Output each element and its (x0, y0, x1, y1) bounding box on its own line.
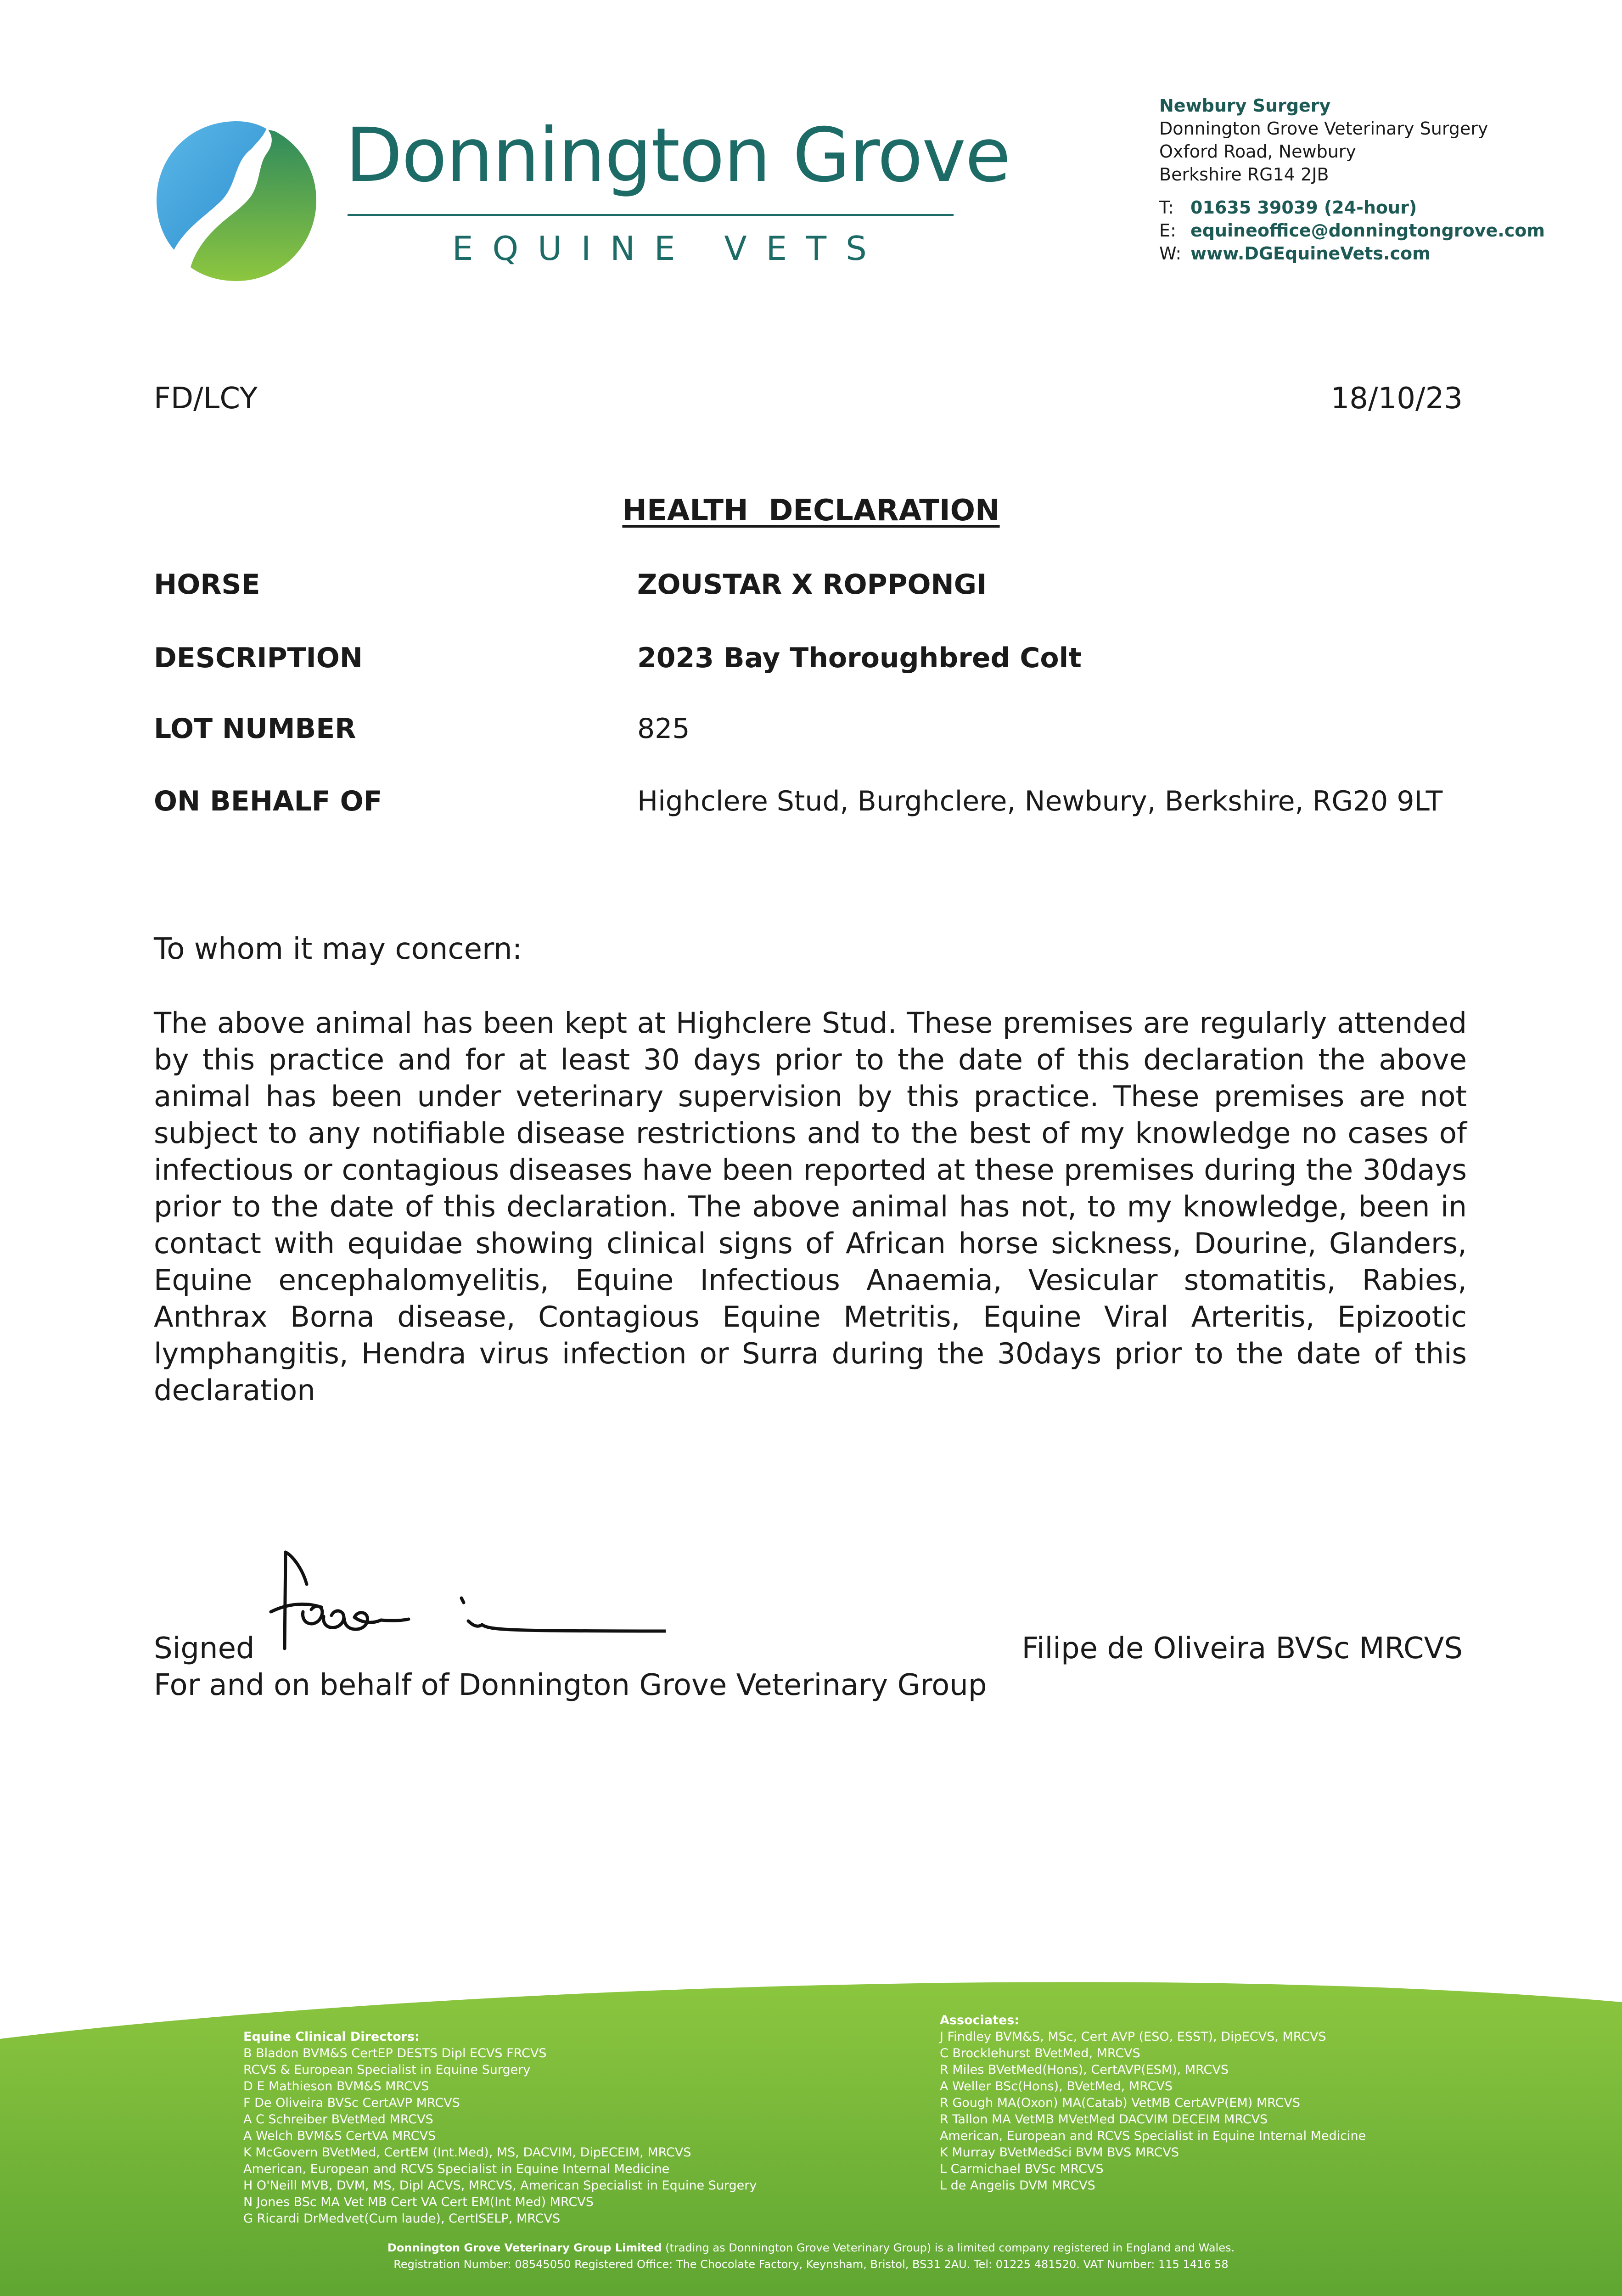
on-behalf-line: For and on behalf of Donnington Grove Veterinary Group (154, 1668, 987, 1702)
handwritten-signature (253, 1534, 666, 1667)
associate-entry: R Gough MA(Oxon) MA(Catab) VetMB CertAVP(EM) MRCVS (940, 2096, 1301, 2110)
field-value-horse: ZOUSTAR X ROPPONGI (637, 568, 987, 601)
field-label-description: DESCRIPTION (154, 642, 363, 674)
brand-subtitle: EQUINE VETS (452, 229, 886, 268)
director-entry: G Ricardi DrMedvet(Cum laude), CertISELP, MRCVS (243, 2212, 561, 2226)
director-entry: K McGovern BVetMed, CertEM (Int.Med), MS, DACVIM, DipECEIM, MRCVS (243, 2145, 691, 2160)
surgery-name: Newbury Surgery (1159, 96, 1331, 116)
directors-list (243, 2029, 757, 2227)
web-row (1159, 242, 1545, 265)
field-label-horse: HORSE (154, 568, 260, 601)
director-entry: A C Schreiber BVetMed MRCVS (243, 2112, 433, 2127)
field-value-lot-number: 825 (637, 713, 690, 745)
salutation: To whom it may concern: (154, 932, 522, 966)
director-entry: B Bladon BVM&S CertEP DESTS Dipl ECVS FRCVS (243, 2046, 547, 2060)
associate-entry: R Miles BVetMed(Hons), CertAVP(ESM), MRCVS (940, 2063, 1229, 2077)
address-line-3: Berkshire RG14 2JB (1159, 164, 1329, 185)
associate-entry: A Weller BSc(Hons), BVetMed, MRCVS (940, 2079, 1173, 2093)
website-link[interactable]: www.DGEquineVets.com (1190, 243, 1431, 264)
legal-company-text: (trading as Donnington Grove Veterinary Group) is a limited company registered in England and Wales. (662, 2241, 1235, 2254)
reference-code: FD/LCY (154, 382, 258, 416)
field-label-on-behalf-of: ON BEHALF OF (154, 785, 382, 817)
associate-entry: K Murray BVetMedSci BVM BVS MRCVS (940, 2145, 1179, 2160)
associate-entry: C Brocklehurst BVetMed, MRCVS (940, 2046, 1140, 2060)
signed-label: Signed (154, 1632, 255, 1666)
director-entry: A Welch BVM&S CertVA MRCVS (243, 2129, 436, 2143)
phone-row (1159, 196, 1545, 219)
director-entry: H O'Neill MVB, DVM, MS, Dipl ACVS, MRCVS, American Specialist in Equine Surgery (243, 2178, 757, 2193)
directors-heading: Equine Clinical Directors: (243, 2030, 420, 2044)
brand-name: Donnington Grove (345, 113, 1010, 199)
signer-name: Filipe de Oliveira BVSc MRCVS (1021, 1632, 1463, 1666)
address-line-1: Donnington Grove Veterinary Surgery (1159, 118, 1488, 139)
associates-list (940, 2012, 1366, 2194)
phone-label: T: (1159, 197, 1174, 218)
address-line-2: Oxford Road, Newbury (1159, 141, 1356, 162)
director-entry: D E Mathieson BVM&S MRCVS (243, 2079, 429, 2093)
document-date: 18/10/23 (1330, 382, 1463, 416)
director-entry: RCVS & European Specialist in Equine Surgery (243, 2063, 531, 2077)
field-label-lot-number: LOT NUMBER (154, 713, 356, 745)
declaration-body: The above animal has been kept at Highclere Stud. These premises are regularly attended by this practice and for at least 30 days prior to the date of this declaration the above animal has been under veterinary supervision by this practice. These premises are not subject to any notifiable disease restrictions and to the best of my knowledge no cases of infectious or contagious diseases have been reported at these premises during the 30days prior to the date of this declaration. The above animal has not, to my knowledge, been in contact with equidae showing clinical signs of African horse sickness, Dourine, Glanders, Equine encephalomyelitis, Equine Infectious Anaemia, Vesicular stomatitis, Rabies, Anthrax Borna disease, Contagious Equine Metritis, Equine Viral Arteritis, Epizootic lymphangitis, Hendra virus infection or Surra during the 30days prior to the date of this declaration (154, 1006, 1467, 1407)
contact-block (1159, 94, 1545, 265)
associate-entry: J Findley BVM&S, MSc, Cert AVP (ESO, ESST), DipECVS, MRCVS (940, 2030, 1326, 2044)
legal-footer (0, 2240, 1622, 2273)
associate-entry: L Carmichael BVSc MRCVS (940, 2162, 1104, 2176)
associate-entry: American, European and RCVS Specialist in Equine Internal Medicine (940, 2129, 1366, 2143)
field-value-on-behalf-of: Highclere Stud, Burghclere, Newbury, Berkshire, RG20 9LT (637, 785, 1443, 817)
legal-line-1 (0, 2240, 1622, 2256)
associate-entry: R Tallon MA VetMB MVetMed DACVIM DECEIM MRCVS (940, 2112, 1268, 2127)
associates-heading: Associates: (940, 2013, 1020, 2027)
director-entry: American, European and RCVS Specialist in Equine Internal Medicine (243, 2162, 670, 2176)
field-value-description: 2023 Bay Thoroughbred Colt (637, 642, 1082, 674)
email-link[interactable]: equineoffice@donningtongrove.com (1190, 220, 1545, 241)
web-label: W: (1159, 243, 1182, 264)
brand-divider (348, 214, 954, 216)
phone-number[interactable]: 01635 39039 (24-hour) (1190, 197, 1417, 218)
logo-mark (154, 118, 319, 284)
director-entry: F De Oliveira BVSc CertAVP MRCVS (243, 2096, 460, 2110)
director-entry: N Jones BSc MA Vet MB Cert VA Cert EM(Int Med) MRCVS (243, 2195, 594, 2209)
legal-line-2: Registration Number: 08545050 Registered Office: The Chocolate Factory, Keynsham, Bristol, BS31 2AU. Tel: 01225 481520. VAT Number: 115 1416 58 (393, 2258, 1229, 2271)
email-row (1159, 219, 1545, 242)
associate-entry: L de Angelis DVM MRCVS (940, 2178, 1095, 2193)
document-title: HEALTH DECLARATION (622, 494, 1000, 528)
legal-company-name: Donnington Grove Veterinary Group Limited (387, 2241, 662, 2254)
email-label: E: (1159, 220, 1176, 241)
